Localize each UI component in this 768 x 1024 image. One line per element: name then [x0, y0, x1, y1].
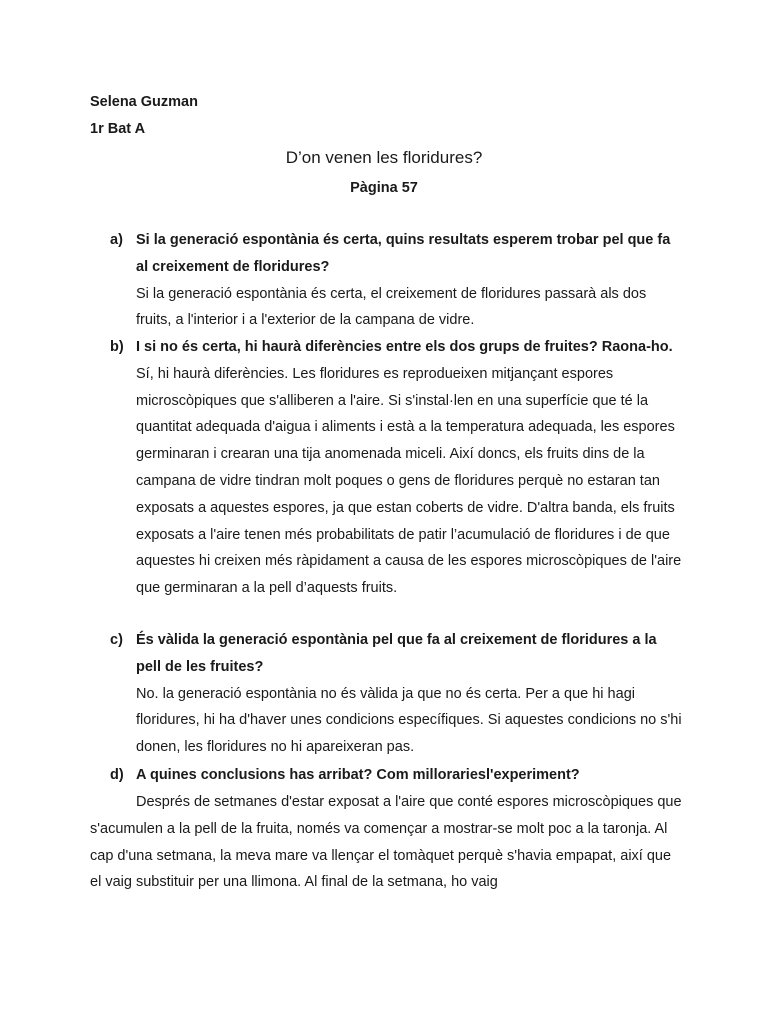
question-text: I si no és certa, hi haurà diferències entre els dos grups de fruites? Raona-ho.	[136, 339, 673, 355]
answer-text: Si la generació espontània és certa, el creixement de floridures passarà als dos fruits, a l'interior i a l'exterior de la campana de vidre.	[136, 285, 647, 329]
answer-text: No. la generació espontània no és vàlida ja que no és certa. Per a que hi hagi floridures, hi ha d'haver unes condicions específiques. Si aquestes condicions no s'hi donen, les floridures no hi apareixeran pas.	[136, 685, 682, 756]
answer-text: Sí, hi haurà diferències. Les floridures es reprodueixen mitjançant espores microscòpiques que s'alliberen a l'aire. Si s'instal·len en una superfície que té la quantitat adequada d'aigua i aliments i està a la temperatura adequada, les espores germinaran i crearan una tija anomenada miceli. Així doncs, els fruits dins de la campana de vidre tindran molt poques o gens de floridures perquè no estaran tan exposats a aquestes espores, ja que estan coberts de vidre. D'altra banda, els fruits exposats a l'aire tenen més probabilitats de patir l’acumulació de floridures i de que aquestes hi creixen més ràpidament a causa de les espores microscòpiques de l'aire que germinaran a la pell d’aquests fruits.	[136, 365, 682, 597]
list-marker: d)	[110, 767, 124, 783]
list-marker: a)	[110, 232, 123, 248]
conclusion-paragraph: Després de setmanes d'estar exposat a l'aire que conté espores microscòpiques que s'acumulen a la pell de la fruita, només va començar a mostrar-se molt poc a la taronja. Al cap d'una setmana, la meva mare va llençar el tomàquet perquè s'havia empapat, així que el vaig substituir per una llimona. Al final de la setmana, ho vaig	[90, 794, 682, 891]
question-item-d	[110, 762, 682, 789]
question-text: A quines conclusions has arribat? Com millorariesl'experiment?	[136, 767, 580, 783]
question-item-c	[110, 627, 682, 761]
question-item-b	[110, 334, 682, 602]
list-marker: c)	[110, 632, 123, 648]
author-name: Selena Guzman	[90, 94, 198, 110]
class-label: 1r Bat A	[90, 121, 146, 137]
question-text: És vàlida la generació espontània pel que fa al creixement de floridures a la pell de les fruites?	[136, 632, 657, 675]
document-title: D’on venen les floridures?	[285, 148, 483, 167]
page-label: Pàgina 57	[350, 180, 418, 196]
question-text: Si la generació espontània és certa, quins resultats esperem trobar pel que fa al creixement de floridures?	[136, 232, 671, 275]
list-marker: b)	[110, 339, 124, 355]
question-item-a	[110, 227, 682, 334]
